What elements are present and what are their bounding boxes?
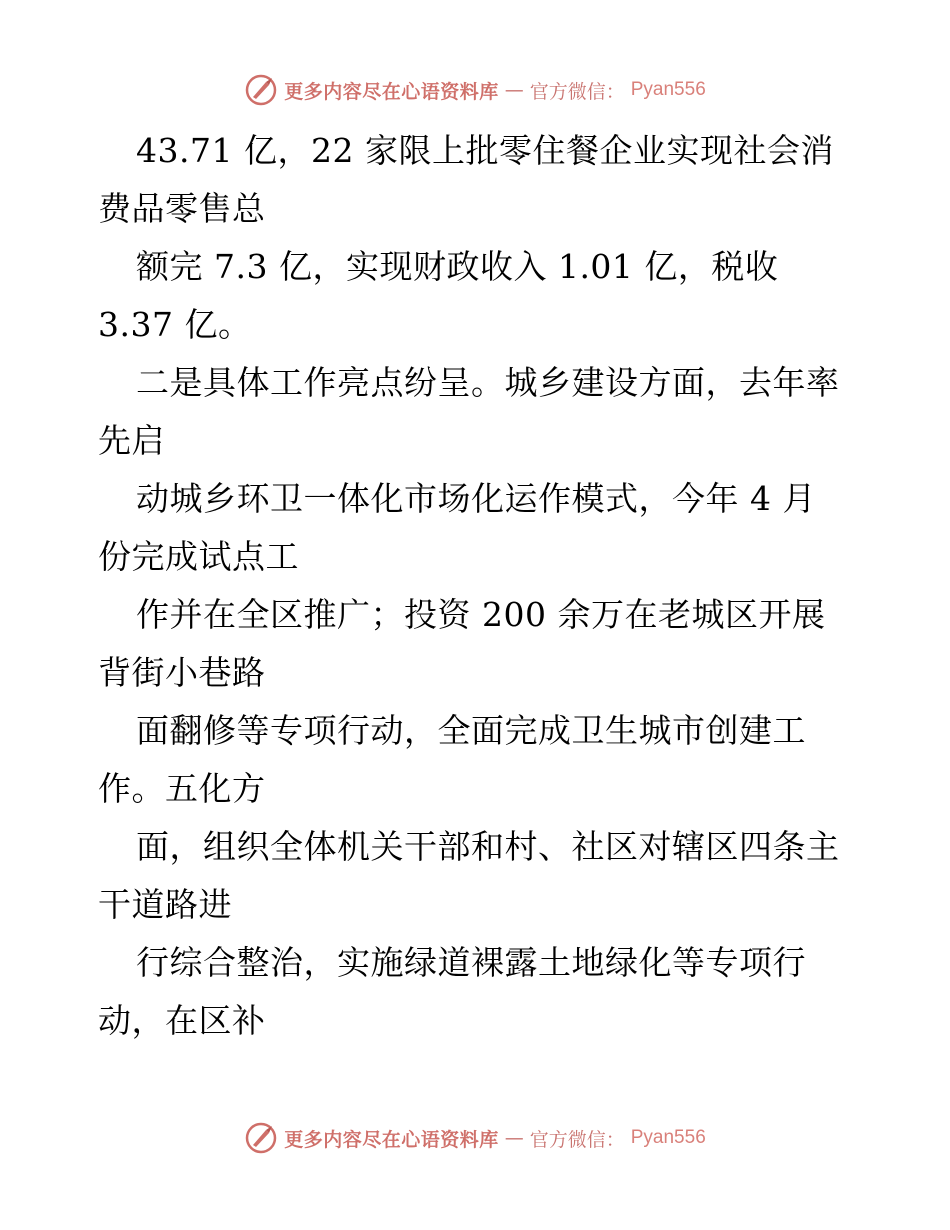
- text-line: 作并在全区推广；投资 200 余万在老城区开展: [136, 595, 826, 634]
- text-line: 干道路进: [98, 885, 232, 924]
- text-line: 动，在区补: [98, 1001, 266, 1040]
- text-line: 二是具体工作亮点纷呈。城乡建设方面，去年率: [136, 363, 840, 402]
- watermark-dash: —: [504, 1127, 524, 1149]
- text-line: 面，组织全体机关干部和村、社区对辖区四条主: [136, 827, 840, 866]
- watermark-label: 官方微信：: [529, 80, 625, 103]
- text-line: 额完 7.3 亿，实现财政收入 1.01 亿，税收: [136, 247, 779, 286]
- quill-logo-icon: [244, 1121, 278, 1155]
- text-line: 动城乡环卫一体化市场化运作模式，今年 4 月: [136, 479, 816, 518]
- text-line: 费品零售总: [98, 189, 266, 228]
- text-line: 背街小巷路: [98, 653, 266, 692]
- text-line: 先启: [98, 421, 165, 460]
- text-line: 3.37 亿。: [98, 305, 252, 344]
- watermark-brand: 更多内容尽在心语资料库: [284, 80, 499, 103]
- text-line: 行综合整治，实施绿道裸露土地绿化等专项行: [136, 943, 806, 982]
- watermark-id: Pyan556: [630, 79, 706, 100]
- watermark-dash: —: [504, 79, 524, 101]
- watermark-brand: 更多内容尽在心语资料库: [284, 1128, 499, 1151]
- header-watermark: [0, 70, 950, 110]
- watermark-label: 官方微信：: [529, 1128, 625, 1151]
- watermark-id: Pyan556: [630, 1127, 706, 1148]
- text-line: 份完成试点工: [98, 537, 299, 576]
- text-line: 面翻修等专项行动，全面完成卫生城市创建工: [136, 711, 806, 750]
- footer-watermark: [0, 1118, 950, 1158]
- quill-logo-icon: [244, 73, 278, 107]
- text-line: 作。五化方: [98, 769, 266, 808]
- body-text: [98, 122, 888, 1050]
- text-line: 43.71 亿，22 家限上批零住餐企业实现社会消: [136, 131, 834, 170]
